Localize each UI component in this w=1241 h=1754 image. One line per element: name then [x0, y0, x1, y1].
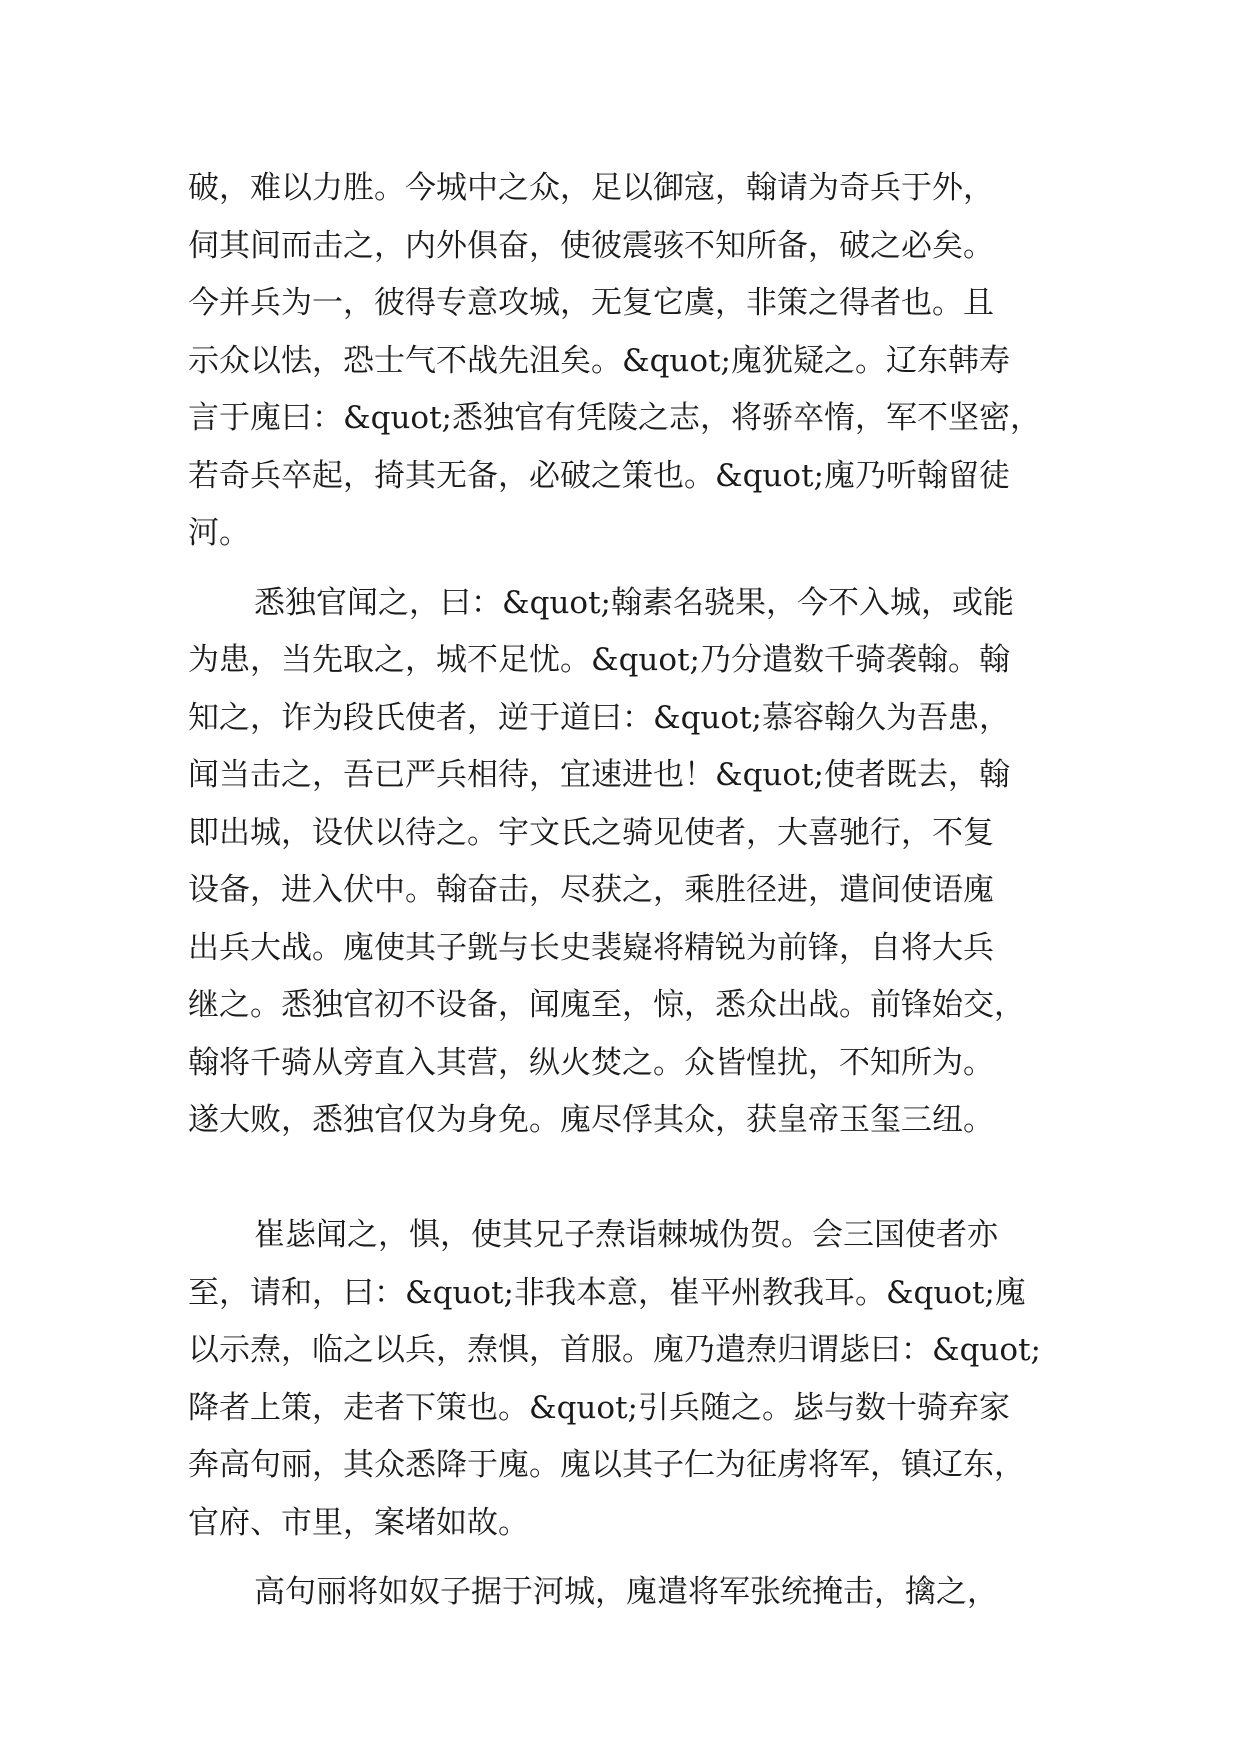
text-line: 高句丽将如奴子据于河城，廆遣将军张统掩击，擒之，	[254, 1574, 998, 1610]
text-line: 为患，当先取之，城不足忧。&quot;乃分遣数千骑袭翰。翰	[188, 642, 1010, 678]
text-line: 继之。悉独官初不设备，闻廆至，惊，悉众出战。前锋始交，	[188, 987, 1025, 1023]
text-line: 遂大败，悉独官仅为身免。廆尽俘其众，获皇帝玉玺三纽。	[188, 1102, 994, 1138]
text-line: 官府、市里，案堵如故。	[188, 1504, 529, 1541]
paragraph-spacer	[188, 1552, 1068, 1564]
body-text	[188, 160, 1068, 1622]
text-line: 至，请和，曰：&quot;非我本意，崔平州教我耳。&quot;廆	[188, 1274, 1026, 1311]
paragraph-2	[188, 575, 1068, 1208]
text-line: 以示焘，临之以兵，焘惧，首服。廆乃遣焘归谓毖曰：&quot;	[188, 1332, 1041, 1368]
text-line	[188, 1150, 1068, 1208]
text-line: 知之，诈为段氏使者，逆于道曰：&quot;慕容翰久为吾患，	[188, 699, 1010, 736]
paragraph-1	[188, 160, 1068, 563]
text-line: 降者上策，走者下策也。&quot;引兵随之。毖与数十骑弃家	[188, 1389, 1010, 1426]
text-line: 设备，进入伏中。翰奋击，尽获之，乘胜径进，遣间使语廆	[188, 872, 994, 908]
text-line: 奔高句丽，其众悉降于廆。廆以其子仁为征虏将军，镇辽东，	[188, 1447, 1025, 1483]
text-line: 闻当击之，吾已严兵相待，宜速进也！&quot;使者既去，翰	[188, 757, 1010, 793]
text-line: 今并兵为一，彼得专意攻城，无复它虞，非策之得者也。且	[188, 285, 994, 321]
text-line: 悉独官闻之，曰：&quot;翰素名骁果，今不入城，或能	[254, 584, 1014, 621]
paragraph-3	[188, 1207, 1068, 1552]
paragraph-4	[188, 1564, 1068, 1622]
text-line: 翰将千骑从旁直入其营，纵火焚之。众皆惶扰，不知所为。	[188, 1044, 994, 1081]
text-line: 示众以怯，恐士气不战先沮矣。&quot;廆犹疑之。辽东韩寿	[188, 342, 1010, 379]
text-line: 出兵大战。廆使其子皝与长史裴嶷将精锐为前锋，自将大兵	[188, 929, 994, 966]
text-line: 破，难以力胜。今城中之众，足以御寇，翰请为奇兵于外，	[188, 170, 994, 206]
text-line: 言于廆曰：&quot;悉独官有凭陵之志，将骄卒惰，军不坚密，	[188, 400, 1041, 436]
text-line: 若奇兵卒起，掎其无备，必破之策也。&quot;廆乃听翰留徒	[188, 457, 1010, 494]
text-line: 河。	[188, 515, 250, 551]
text-line: 即出城，设伏以待之。宇文氏之骑见使者，大喜驰行，不复	[188, 814, 994, 851]
text-line: 崔毖闻之，惧，使其兄子焘诣棘城伪贺。会三国使者亦	[254, 1217, 998, 1253]
text-line: 伺其间而击之，内外俱奋，使彼震骇不知所备，破之必矣。	[188, 227, 994, 264]
paragraph-spacer	[188, 563, 1068, 575]
